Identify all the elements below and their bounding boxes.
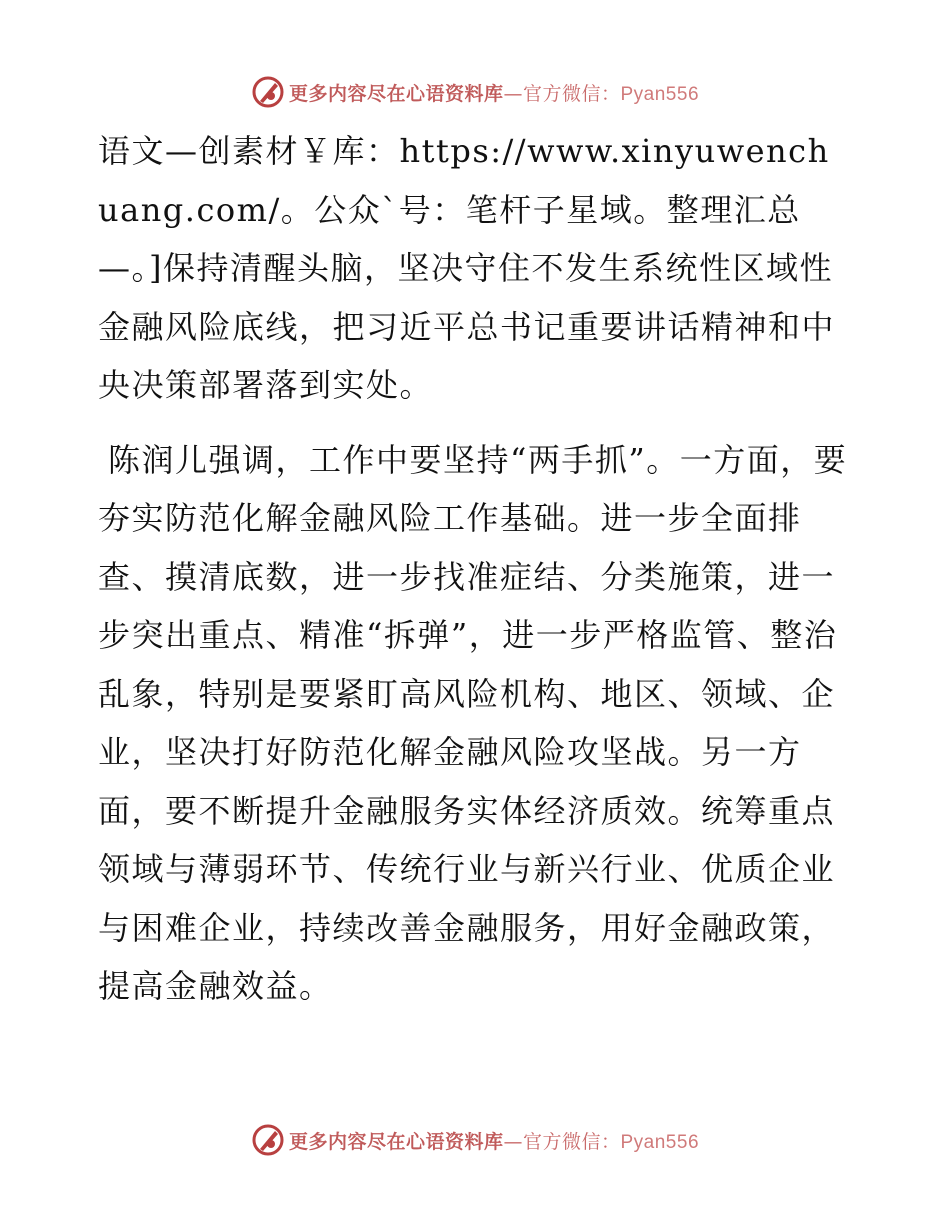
- red-quill-seal-icon: [251, 1123, 285, 1157]
- header-watermark-banner: [0, 72, 950, 112]
- footer-watermark-banner: [0, 1120, 950, 1160]
- header-watermark-text: [289, 79, 699, 106]
- footer-watermark-rest: —官方微信：: [503, 1130, 621, 1153]
- footer-wechat-id: Pyan556: [620, 1131, 700, 1153]
- red-quill-seal-icon: [251, 75, 285, 109]
- footer-watermark-bold: 更多内容尽在心语资料库: [288, 1130, 504, 1153]
- footer-watermark-text: [289, 1127, 699, 1154]
- header-wechat-id: Pyan556: [620, 83, 700, 105]
- paragraph-1: 语文—创素材￥库：https://www.xinyuwenchuang.com/。公众`号：笔杆子星域。整理汇总—。]保持清醒头脑，坚决守住不发生系统性区域性金融风险底线，把习近平总书记重要讲话精神和中央决策部署落到实处。: [98, 132, 836, 404]
- header-watermark-bold: 更多内容尽在心语资料库: [288, 82, 504, 105]
- paragraph-2: 陈润儿强调，工作中要坚持“两手抓”。一方面，要夯实防范化解金融风险工作基础。进一步全面排查、摸清底数，进一步找准症结、分类施策，进一步突出重点、精准“拆弹”，进一步严格监管、整治乱象，特别是要紧盯高风险机构、地区、领域、企业，坚决打好防范化解金融风险攻坚战。另一方面，要不断提升金融服务实体经济质效。统筹重点领域与薄弱环节、传统行业与新兴行业、优质企业与困难企业，持续改善金融服务，用好金融政策，提高金融效益。: [98, 440, 848, 1005]
- document-body: [98, 122, 858, 1016]
- header-watermark-rest: —官方微信：: [503, 82, 621, 105]
